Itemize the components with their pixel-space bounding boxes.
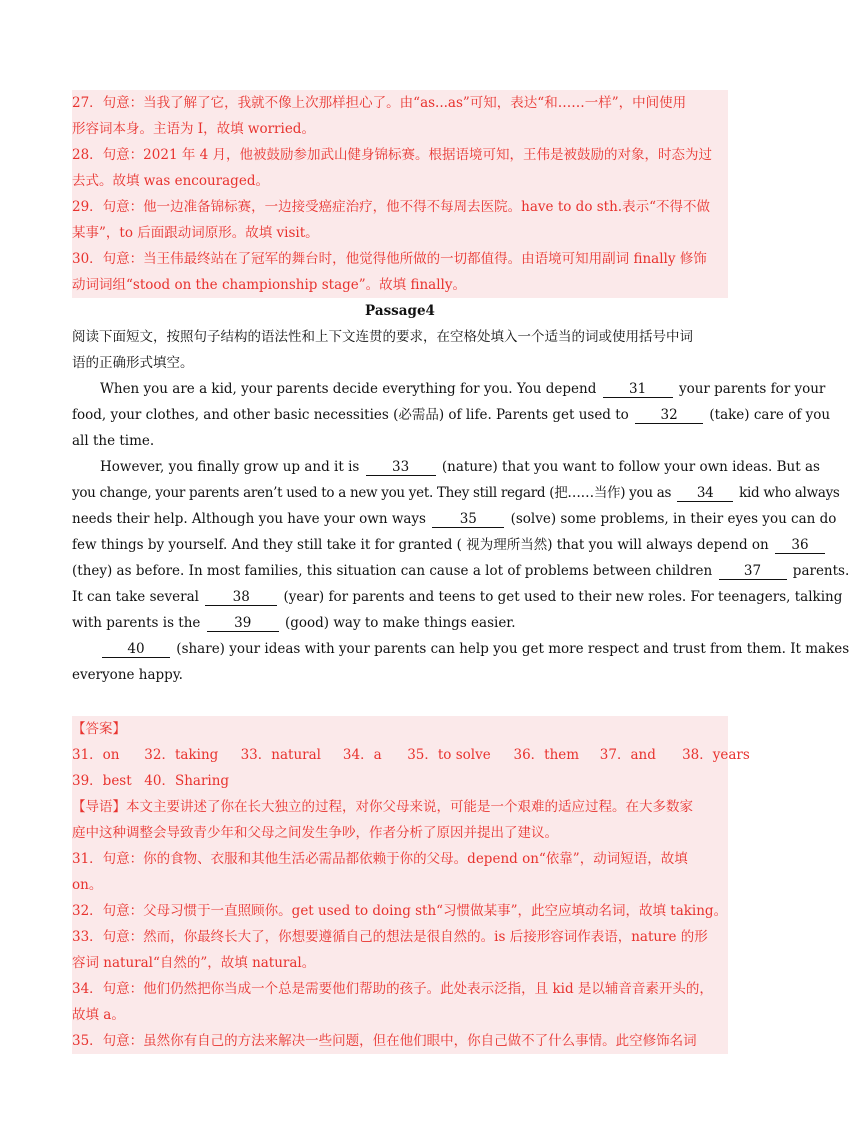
- passage-paragraph-2: [72, 454, 849, 636]
- explanation-line: 35．句意：虽然你有自己的方法来解决一些问题，但在他们眼中，你自己做不了什么事情。此空修饰名词: [72, 1033, 697, 1049]
- explanation-line: 动词词组“stood on the championship stage”。故填 finally。: [72, 277, 466, 293]
- passage-text: (solve) some problems, in their eyes you can do: [510, 511, 837, 527]
- passage-line: [72, 558, 849, 584]
- passage-line: [72, 454, 820, 480]
- answer-item: 36．them: [513, 747, 580, 763]
- passage-text: needs their help. Although you have your own ways: [72, 511, 426, 527]
- passage-title: Passage4: [365, 303, 435, 319]
- passage-line: [72, 636, 849, 662]
- answer-row: [72, 768, 728, 794]
- explanation-line: 27．句意：当我了解了它，我就不像上次那样担心了。由“as...as”可知，表达“和……一样”，中间使用: [72, 95, 687, 111]
- answer-label: 【答案】: [72, 721, 126, 737]
- answer-block: [72, 716, 750, 1054]
- explanation-line: 31．句意：你的食物、衣服和其他生活必需品都依赖于你的父母。depend on“依靠”，动词短语，故填: [72, 851, 688, 867]
- passage-line: [72, 402, 831, 428]
- answer-item: 38．years: [682, 747, 750, 763]
- passage-paragraph-1: [72, 376, 831, 454]
- passage-line: [72, 610, 728, 636]
- passage-line: [72, 480, 840, 506]
- explanation-line: 34．句意：他们仍然把你当成一个总是需要他们帮助的孩子。此处表示泛指，且 kid 是以辅音音素开头的，: [72, 981, 713, 997]
- document-page: [72, 90, 849, 1054]
- answer-item: 35．to solve: [407, 747, 491, 763]
- blank-33: 33: [366, 459, 436, 476]
- blank-35: 35: [432, 511, 504, 528]
- answer-item: 32．taking: [144, 747, 219, 763]
- passage-text: kid who always: [739, 485, 840, 501]
- explanation-block-27-30: [72, 90, 728, 298]
- passage-text: you change, your parents aren’t used to a new you yet. They still regard (把……当作) you as: [72, 485, 672, 501]
- passage-line: all the time.: [72, 433, 155, 449]
- blank-32: 32: [635, 407, 703, 424]
- passage-line: [72, 506, 837, 532]
- passage-text: (take) care of you: [709, 407, 831, 423]
- blank-40: 40: [102, 641, 170, 658]
- answer-item: 37．and: [599, 747, 656, 763]
- passage-text: It can take several: [72, 589, 199, 605]
- passage-text: (nature) that you want to follow your own ideas. But as: [441, 459, 820, 475]
- blank-34: 34: [677, 485, 733, 502]
- passage-text: parents.: [792, 563, 849, 579]
- explanation-line: 形容词本身。主语为 I，故填 worried。: [72, 121, 315, 137]
- passage-paragraph-3: [72, 636, 849, 688]
- passage-text: (share) your ideas with your parents can help you get more respect and trust from them. It makes: [176, 641, 849, 657]
- passage-text: food, your clothes, and other basic necessities (必需品) of life. Parents get used to: [72, 407, 629, 423]
- passage-text: When you are a kid, your parents decide everything for you. You depend: [100, 381, 597, 397]
- explanation-line: 29．句意：他一边准备锦标赛，一边接受癌症治疗，他不得不每周去医院。have to do sth.表示“不得不做: [72, 199, 710, 215]
- answer-item: 33．natural: [240, 747, 321, 763]
- answer-item: 31．on: [72, 747, 120, 763]
- explanation-line: 庭中这种调整会导致青少年和父母之间发生争吵，作者分析了原因并提出了建议。: [72, 825, 558, 841]
- explanation-line: 容词 natural“自然的”，故填 natural。: [72, 955, 316, 971]
- explanation-line: 去式。故填 was encouraged。: [72, 173, 269, 189]
- explanation-line: 【导语】本文主要讲述了你在长大独立的过程，对你父母来说，可能是一个艰难的适应过程。在大多数家: [72, 799, 693, 815]
- passage-text: (good) way to make things easier.: [285, 615, 516, 631]
- explanation-line: 28．句意：2021 年 4 月，他被鼓励参加武山健身锦标赛。根据语境可知，王伟是被鼓励的对象，时态为过: [72, 147, 712, 163]
- passage-text: However, you finally grow up and it is: [100, 459, 360, 475]
- passage-text: with parents is the: [72, 615, 201, 631]
- answer-item: 34．a: [342, 747, 382, 763]
- blank-39: 39: [207, 615, 279, 632]
- passage-line: everyone happy.: [72, 667, 183, 683]
- passage-text: (year) for parents and teens to get used to their new roles. For teenagers, talking: [283, 589, 843, 605]
- passage-text: (they) as before. In most families, this situation can cause a lot of problems between children: [72, 563, 713, 579]
- explanation-line: 33．句意：然而，你最终长大了，你想要遵循自己的想法是很自然的。is 后接形容词作表语，nature 的形: [72, 929, 708, 945]
- explanation-line: 30．句意：当王伟最终站在了冠军的舞台时，他觉得他所做的一切都值得。由语境可知用副词 finally 修饰: [72, 251, 707, 267]
- explanation-line: 32．句意：父母习惯于一直照顾你。get used to doing sth“习惯做某事”，此空应填动名词，故填 taking。: [72, 903, 728, 919]
- passage-text: few things by yourself. And they still take it for granted ( 视为理所当然) that you will always depend on: [72, 537, 769, 553]
- explanation-line: 故填 a。: [72, 1007, 125, 1023]
- explanation-line: on。: [72, 877, 103, 893]
- blank-31: 31: [603, 381, 673, 398]
- passage-line: [72, 584, 843, 610]
- blank-37: 37: [719, 563, 787, 580]
- explanation-line: 某事”，to 后面跟动词原形。故填 visit。: [72, 225, 319, 241]
- answer-row: [72, 742, 750, 768]
- instructions: [72, 324, 728, 376]
- passage-line: [72, 532, 809, 558]
- blank-36: 36: [775, 537, 825, 554]
- blank-38: 38: [205, 589, 277, 606]
- answer-item: 40．Sharing: [144, 773, 230, 789]
- passage-line: [72, 376, 826, 402]
- instruction-line: 阅读下面短文，按照句子结构的语法性和上下文连贯的要求，在空格处填入一个适当的词或使用括号中词: [72, 329, 693, 345]
- instruction-line: 语的正确形式填空。: [72, 355, 194, 371]
- answer-item: 39．best: [72, 773, 132, 789]
- passage-text: your parents for your: [678, 381, 826, 397]
